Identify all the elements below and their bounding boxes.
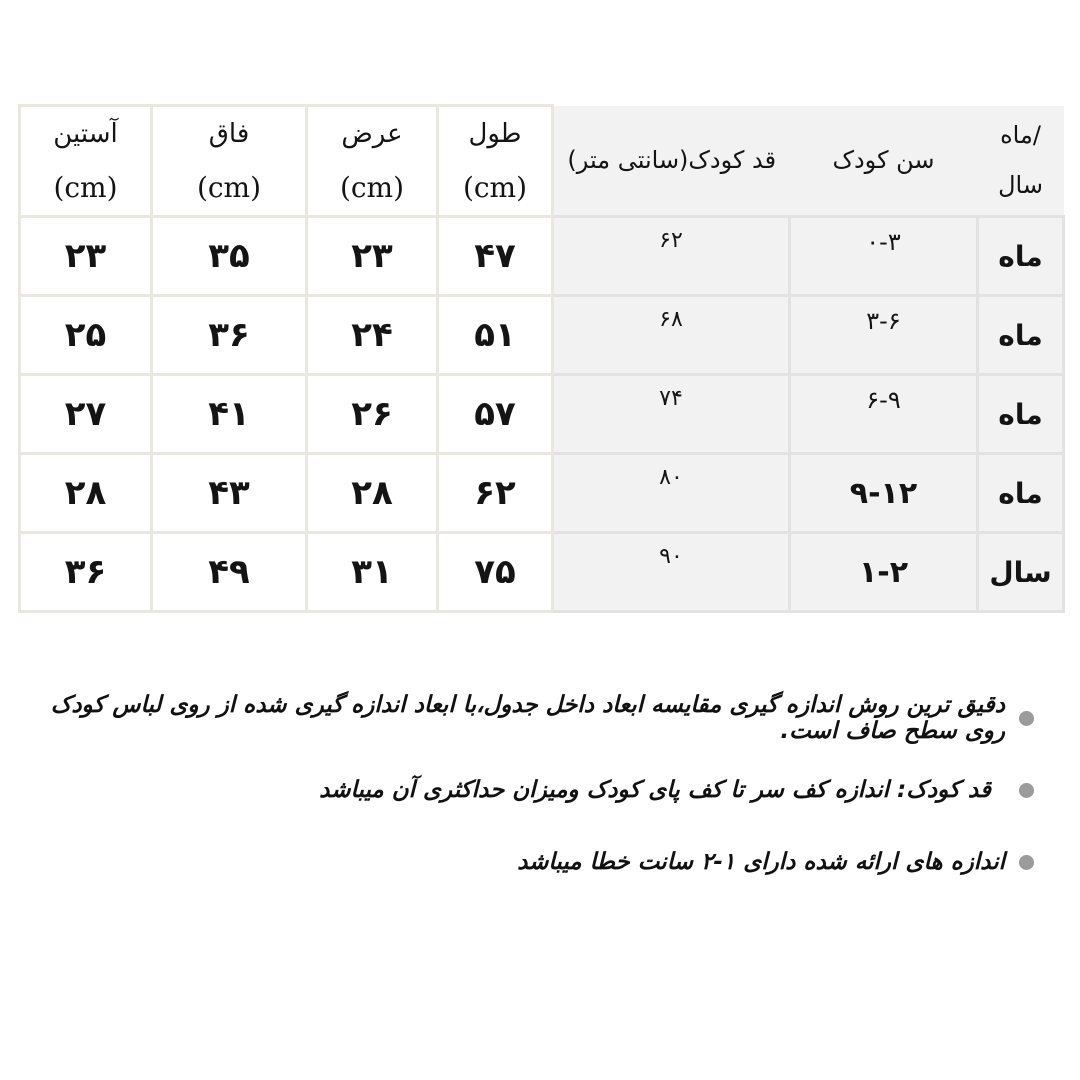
header-age: سن کودک xyxy=(790,106,978,217)
width-cell: ۲۸ xyxy=(307,454,438,533)
height-cell: ۷۴ xyxy=(553,375,790,454)
table-row xyxy=(20,217,1064,296)
leg-cell: ۳۵ xyxy=(152,217,307,296)
unit-cell: ماه xyxy=(978,375,1064,454)
header-length-unit: (cm) xyxy=(462,171,528,204)
length-cell: ۴۷ xyxy=(438,217,553,296)
leg-cell: ۴۳ xyxy=(152,454,307,533)
age-cell: ۰-۳ xyxy=(790,217,978,296)
age-cell: ۳-۶ xyxy=(790,296,978,375)
sleeve-cell: ۲۸ xyxy=(20,454,152,533)
header-width-label: عرض xyxy=(341,119,403,149)
unit-cell: ماه xyxy=(978,454,1064,533)
height-cell: ۶۸ xyxy=(553,296,790,375)
table-row xyxy=(20,454,1064,533)
header-leg-unit: (cm) xyxy=(196,171,262,204)
leg-cell: ۳۶ xyxy=(152,296,307,375)
header-length-label: طول xyxy=(468,119,522,149)
size-chart-table xyxy=(18,104,1065,613)
note-text: اندازه های ارائه شده دارای ۱-۲ سانت خطا میباشد xyxy=(517,849,1005,875)
leg-cell: ۴۹ xyxy=(152,533,307,612)
header-length xyxy=(438,106,553,217)
note-text: قد کودک: اندازه کف سر تا کف پای کودک ومیزان حداکثری آن میباشد xyxy=(319,777,991,803)
header-unit-line2: سال xyxy=(998,171,1043,200)
header-sleeve xyxy=(20,106,152,217)
length-cell: ۵۱ xyxy=(438,296,553,375)
notes-list xyxy=(44,692,1034,880)
sleeve-cell: ۲۵ xyxy=(20,296,152,375)
height-cell: ۶۲ xyxy=(553,217,790,296)
header-sleeve-unit: (cm) xyxy=(53,171,118,204)
age-cell: ۶-۹ xyxy=(790,375,978,454)
unit-cell: ماه xyxy=(978,217,1064,296)
header-unit xyxy=(978,106,1064,217)
header-width xyxy=(307,106,438,217)
length-cell: ۷۵ xyxy=(438,533,553,612)
table-header-row xyxy=(20,106,1064,217)
height-cell: ۸۰ xyxy=(553,454,790,533)
unit-cell: سال xyxy=(978,533,1064,612)
table-row xyxy=(20,375,1064,454)
sleeve-cell: ۳۶ xyxy=(20,533,152,612)
width-cell: ۲۴ xyxy=(307,296,438,375)
header-sleeve-label: آستین xyxy=(53,119,118,149)
age-cell: ۹-۱۲ xyxy=(790,454,978,533)
note-text: دقیق ترین روش اندازه گیری مقایسه ابعاد داخل جدول،با ابعاد اندازه گیری شده از روی لباس کودک روی سطح صاف است. xyxy=(50,692,1005,744)
height-cell: ۹۰ xyxy=(553,533,790,612)
bullet-icon xyxy=(1019,855,1034,870)
age-cell: ۱-۲ xyxy=(790,533,978,612)
width-cell: ۳۱ xyxy=(307,533,438,612)
sleeve-cell: ۲۳ xyxy=(20,217,152,296)
width-cell: ۲۳ xyxy=(307,217,438,296)
table-row xyxy=(20,533,1064,612)
header-leg-label: فاق xyxy=(208,119,250,149)
length-cell: ۶۲ xyxy=(438,454,553,533)
note-item xyxy=(44,844,1034,880)
note-item xyxy=(44,772,1034,808)
leg-cell: ۴۱ xyxy=(152,375,307,454)
note-item xyxy=(44,692,1034,744)
table-row xyxy=(20,296,1064,375)
length-cell: ۵۷ xyxy=(438,375,553,454)
unit-cell: ماه xyxy=(978,296,1064,375)
header-leg xyxy=(152,106,307,217)
header-height: قد کودک(سانتی متر) xyxy=(553,106,790,217)
bullet-icon xyxy=(1019,711,1034,726)
header-width-unit: (cm) xyxy=(339,171,405,204)
width-cell: ۲۶ xyxy=(307,375,438,454)
header-unit-line1: ماه/ xyxy=(1000,121,1041,150)
sleeve-cell: ۲۷ xyxy=(20,375,152,454)
bullet-icon xyxy=(1019,783,1034,798)
